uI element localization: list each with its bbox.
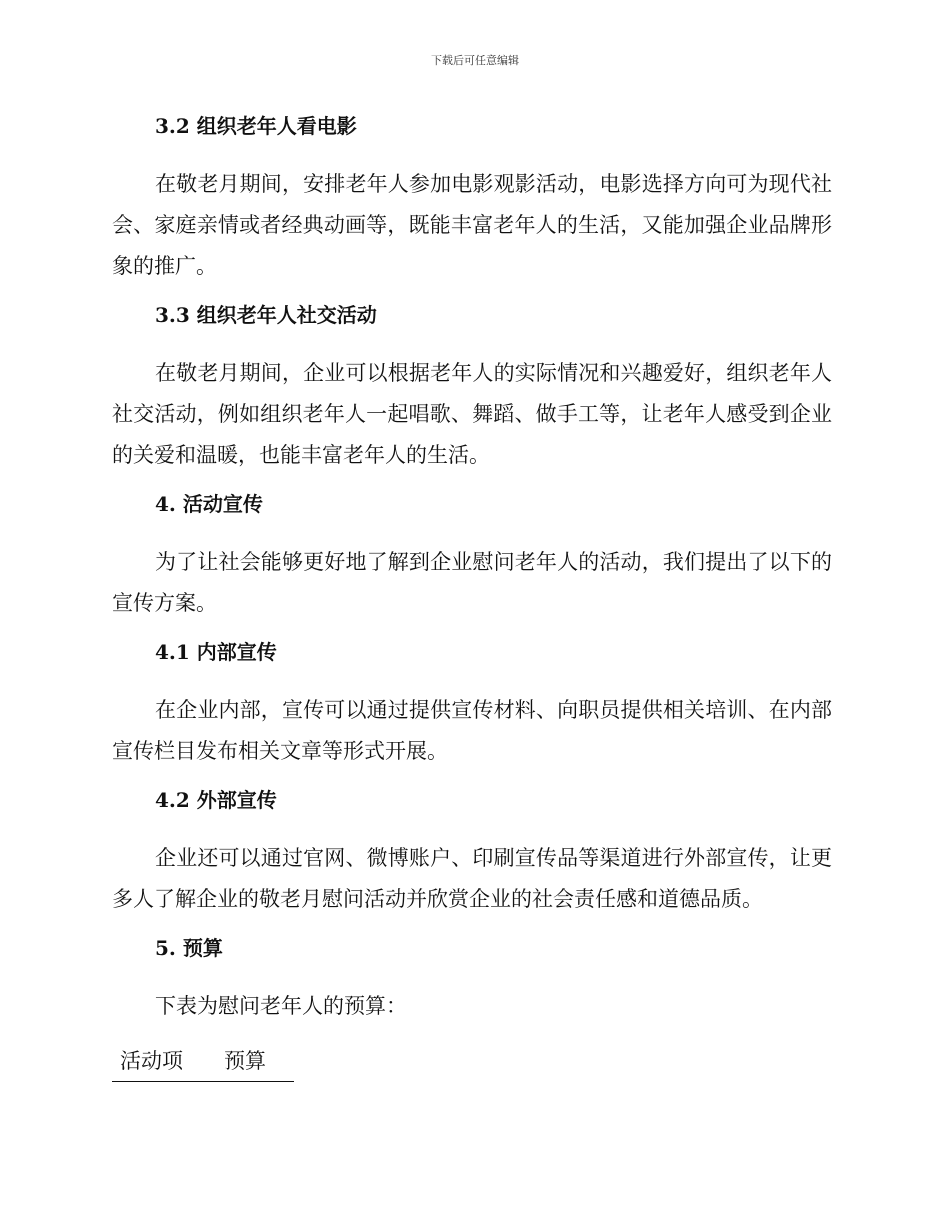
section-paragraph: 在敬老月期间，安排老年人参加电影观影活动，电影选择方向可为现代社会、家庭亲情或者经典动画等，既能丰富老年人的生活，又能加强企业品牌形象的推广。 (112, 172, 832, 278)
budget-table (112, 1041, 294, 1082)
table-header-row (112, 1041, 294, 1082)
section-4-1 (112, 636, 832, 772)
section-3-3 (112, 299, 832, 476)
document-body (112, 110, 832, 1082)
section-paragraph: 企业还可以通过官网、微博账户、印刷宣传品等渠道进行外部宣传，让更多人了解企业的敬老月慰问活动并欣赏企业的社会责任感和道德品质。 (112, 846, 832, 911)
section-heading: 4. 活动宣传 (155, 492, 263, 516)
section-3-2 (112, 110, 832, 287)
budget-intro: 下表为慰问老年人的预算： (155, 994, 407, 1018)
section-paragraph: 在企业内部，宣传可以通过提供宣传材料、向职员提供相关培训、在内部宣传栏目发布相关文章等形式开展。 (112, 698, 832, 763)
section-paragraph: 在敬老月期间，企业可以根据老年人的实际情况和兴趣爱好，组织老年人社交活动，例如组织老年人一起唱歌、舞蹈、做手工等，让老年人感受到企业的关爱和温暖，也能丰富老年人的生活。 (112, 361, 832, 467)
section-heading: 4.1 内部宣传 (155, 640, 277, 664)
section-heading: 3.2 组织老年人看电影 (155, 114, 357, 138)
table-header-budget: 预算 (214, 1041, 294, 1082)
section-heading: 5. 预算 (155, 936, 223, 960)
section-5 (112, 932, 832, 1082)
section-heading: 3.3 组织老年人社交活动 (155, 303, 377, 327)
table-header-item: 活动项 (112, 1041, 214, 1082)
page-header: 下载后可任意编辑 (431, 54, 519, 67)
section-paragraph: 为了让社会能够更好地了解到企业慰问老年人的活动，我们提出了以下的宣传方案。 (112, 550, 832, 615)
section-4 (112, 488, 832, 624)
section-heading: 4.2 外部宣传 (155, 788, 277, 812)
section-4-2 (112, 784, 832, 920)
